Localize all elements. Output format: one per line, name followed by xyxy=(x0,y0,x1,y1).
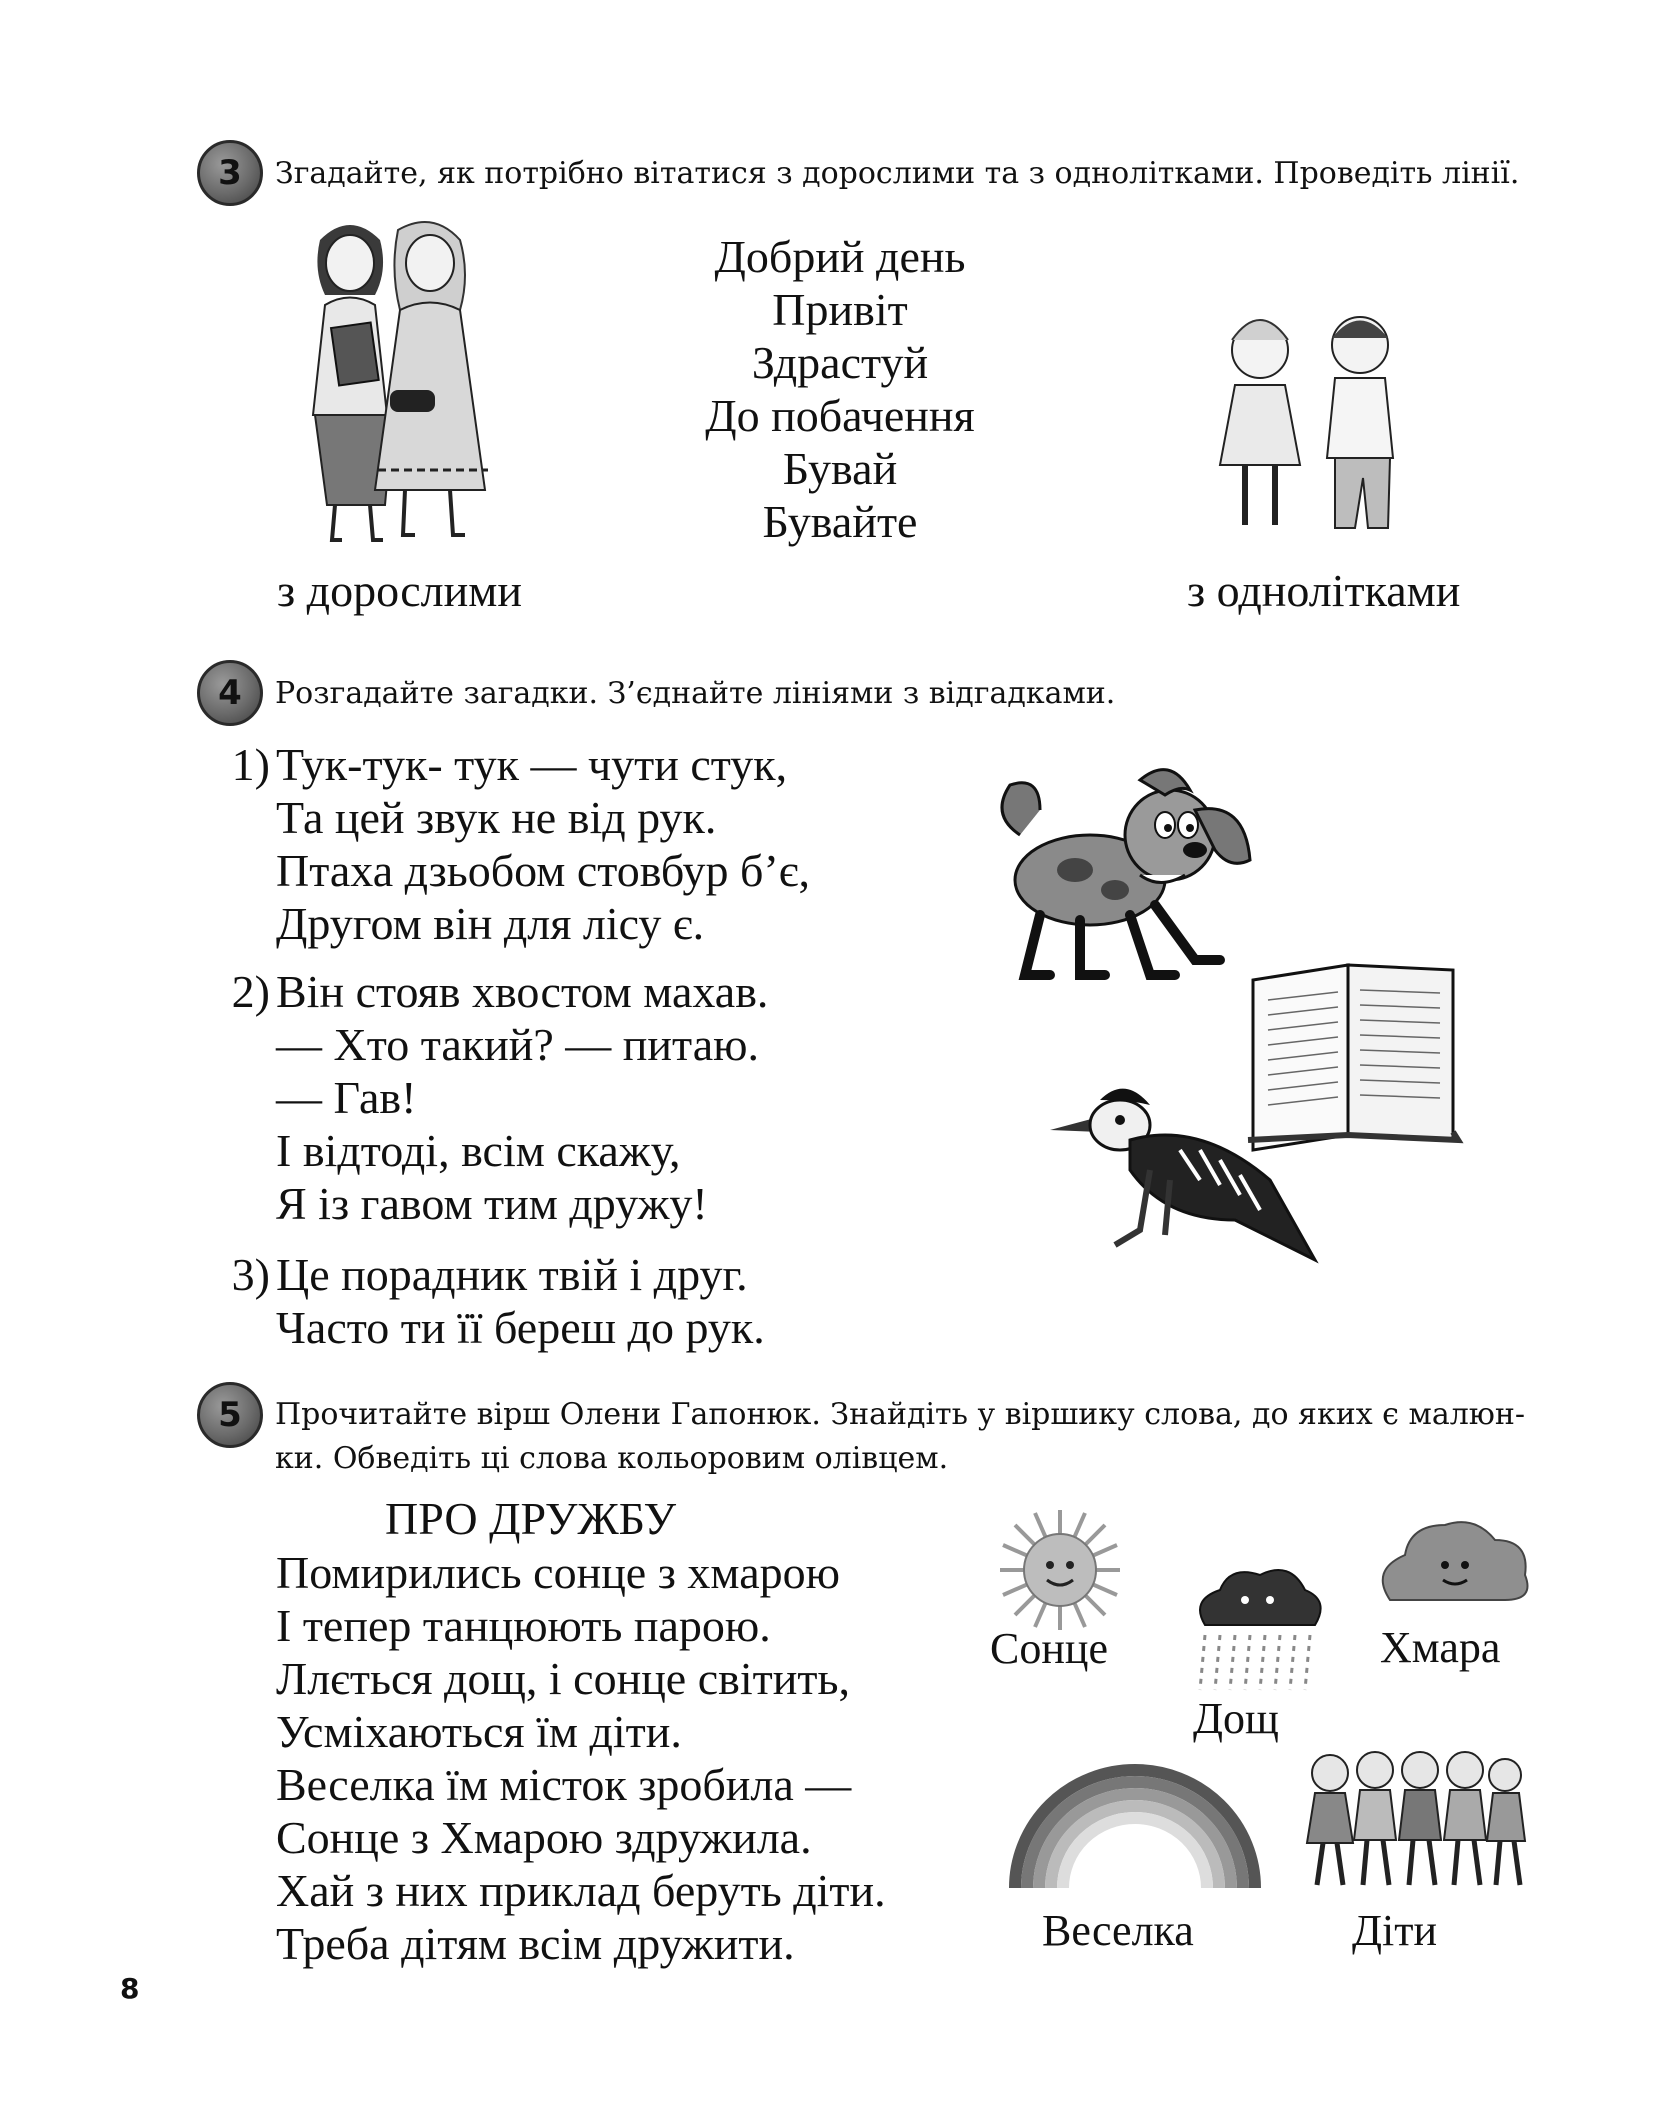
greeting-item: Привіт xyxy=(772,284,908,335)
exercise-3-badge: 3 xyxy=(197,140,263,206)
cloud-picture xyxy=(1375,1520,1530,1615)
adults-illustration xyxy=(280,215,500,555)
dog-picture xyxy=(990,765,1270,1015)
poem-line: Веселка їм місток зробила — xyxy=(276,1759,852,1810)
rain-picture xyxy=(1185,1565,1325,1695)
poem-line: І тепер танцюють парою. xyxy=(276,1600,771,1651)
peers-illustration xyxy=(1210,310,1430,540)
page-number: 8 xyxy=(120,1972,140,2005)
greeting-item: Бувай xyxy=(782,443,898,494)
children-picture xyxy=(1305,1745,1530,1895)
sun-picture xyxy=(995,1510,1125,1630)
poem-body xyxy=(276,1546,886,1970)
instruction-line: ки. Обведіть ці слова кольоровим олівцем. xyxy=(275,1441,949,1476)
exercise-4-instruction: Розгадайте загадки. З’єднайте лініями з відгадками. xyxy=(275,676,1116,711)
riddle-line: Це порадник твій і друг. xyxy=(276,1249,748,1300)
riddle-line: Та цей звук не від рук. xyxy=(276,792,717,843)
riddle-line: Я із гавом тим дружу! xyxy=(276,1178,708,1229)
label-peers: з однолітками xyxy=(1187,565,1461,616)
riddle-line: Другом він для лісу є. xyxy=(276,898,705,949)
label-rain: Дощ xyxy=(1193,1694,1279,1743)
riddle-line: І відтоді, всім скажу, xyxy=(276,1125,681,1176)
poem-line: Ллється дощ, і сонце світить, xyxy=(276,1653,850,1704)
greeting-item: Здрастуй xyxy=(751,337,929,388)
exercise-5-instruction xyxy=(275,1393,1525,1481)
exercise-5-badge: 5 xyxy=(197,1382,263,1448)
poem-line: Сонце з Хмарою здружила. xyxy=(276,1812,812,1863)
greeting-item: До побачення xyxy=(705,390,975,441)
riddle-line: — Хто такий? — питаю. xyxy=(276,1019,759,1070)
riddle-1-number: 1) xyxy=(231,739,270,790)
poem-title: ПРО ДРУЖБУ xyxy=(385,1493,677,1544)
instruction-line: Прочитайте вірш Олени Гапонюк. Знайдіть у віршику слова, до яких є малюн- xyxy=(275,1397,1526,1432)
label-children: Діти xyxy=(1352,1906,1438,1955)
rainbow-picture xyxy=(1005,1760,1265,1890)
greetings-list xyxy=(680,230,1000,548)
poem-line: Хай з них приклад беруть діти. xyxy=(276,1865,886,1916)
riddle-line: Птаха дзьобом стовбур б’є, xyxy=(276,845,811,896)
label-rainbow: Веселка xyxy=(1042,1906,1194,1955)
poem-line: Помирились сонце з хмарою xyxy=(276,1547,840,1598)
woodpecker-picture xyxy=(1050,1070,1330,1290)
poem-line: Треба дітям всім дружити. xyxy=(276,1918,795,1969)
riddle-line: Тук-тук- тук — чути стук, xyxy=(276,739,788,790)
riddle-line: Часто ти її береш до рук. xyxy=(276,1302,765,1353)
exercise-3-instruction: Згадайте, як потрібно вітатися з дорослими та з однолітками. Проведіть лінії. xyxy=(275,156,1520,191)
exercise-4-badge: 4 xyxy=(197,660,263,726)
riddle-3-number: 3) xyxy=(231,1249,270,1300)
label-sun: Сонце xyxy=(990,1624,1108,1673)
greeting-item: Бувайте xyxy=(762,496,918,547)
label-adults: з дорослими xyxy=(277,565,522,616)
riddle-line: — Гав! xyxy=(276,1072,417,1123)
label-cloud: Хмара xyxy=(1380,1623,1501,1672)
riddle-line: Він стояв хвостом махав. xyxy=(276,966,769,1017)
greeting-item: Добрий день xyxy=(714,231,966,282)
poem-line: Усміхаються їм діти. xyxy=(276,1706,682,1757)
riddle-2-number: 2) xyxy=(231,966,270,1017)
